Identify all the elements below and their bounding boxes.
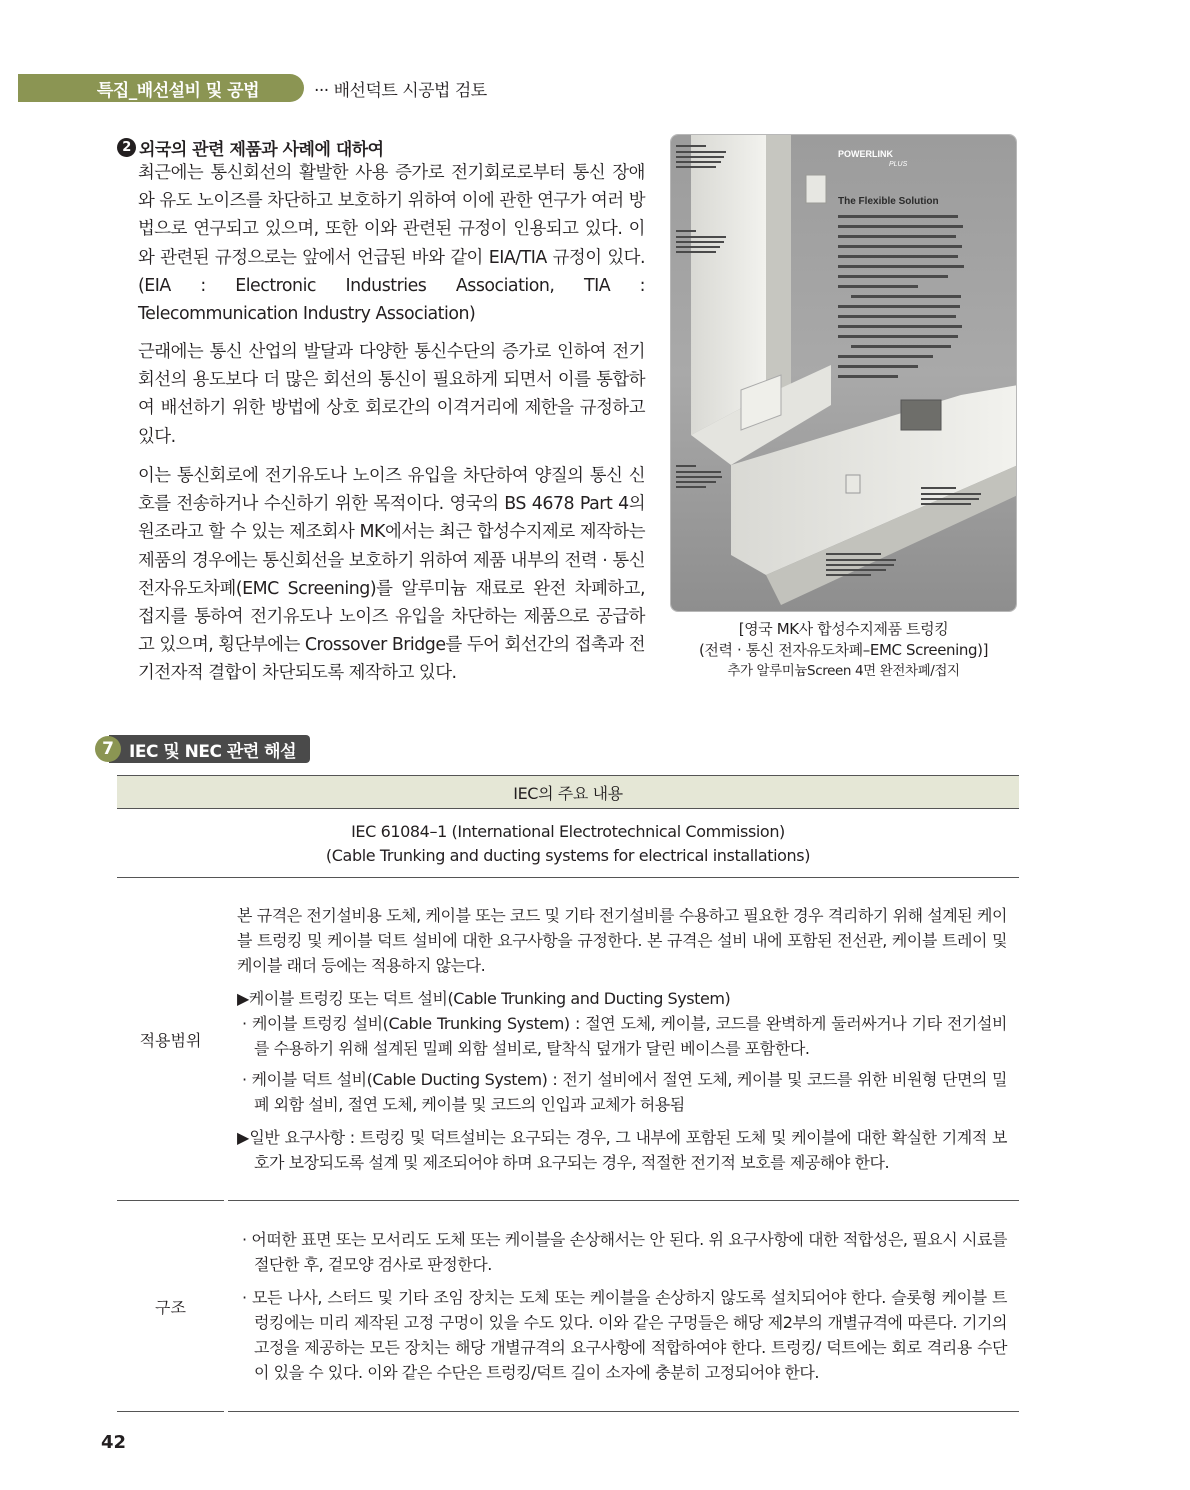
header-subtitle: ··· 배선덕트 시공법 검토: [314, 80, 487, 101]
paragraph-3: 이는 통신회로에 전기유도나 노이즈 유입을 차단하여 양질의 통신 신호를 전송하거나 수신하기 위한 목적이다. 영국의 BS 4678 Part 4의 원조라고 할 수 있는 제조회사 MK에서는 최근 합성수지제로 제작하는 제품의 경우에는 통신회선을 보호하기 위하여 제품 내부의 전력 · 통신 전자유도차폐(EMC Screening)를 알루미늄 재료로 완전 차폐하고, 접지를 통하여 전기유도나 노이즈 유입을 차단하는 제품으로 공급하고 있으며, 횡단부에는 Crossover Bridge를 두어 회선간의 접촉과 전기전자적 결합이 차단되도록 제작하고 있다.: [138, 466, 645, 684]
standard-line-2: (Cable Trunking and ducting systems for electrical installations): [325, 845, 811, 865]
section2-number: 2: [117, 138, 136, 157]
caption-line-1: [영국 MK사 합성수지제품 트렁킹: [738, 620, 949, 638]
section2-title: [117, 135, 384, 160]
scope-heading-1: ▶케이블 트렁킹 또는 덕트 설비(Cable Trunking and Ducting System): [237, 989, 731, 1008]
paragraph-1: 최근에는 통신회선의 활발한 사용 증가로 전기회로로부터 통신 장애와 유도 노이즈를 차단하고 보호하기 위하여 이에 관한 연구가 여러 방법으로 연구되고 있으며, 또한 이와 관련된 규정이 인용되고 있다. 이와 관련된 규정으로는 앞에서 언급된 바와 같이 EIA/TIA 규정이 있다. (EIA : Electronic Industries Association, TIA : Telecommunication Industry Association): [138, 163, 645, 325]
brand-logo: POWERLINK: [838, 149, 893, 159]
row-label-structure: 구조: [155, 1298, 186, 1317]
brand-logo-sub: PLUS: [889, 161, 908, 168]
running-header: [18, 74, 487, 102]
standard-line-1: IEC 61084–1 (International Electrotechnical Commission): [351, 821, 785, 841]
scope-bullet-1: · 케이블 트렁킹 설비(Cable Trunking System) : 절연 도체, 케이블, 코드를 완벽하게 둘러싸거나 기타 전기설비를 수용하기 위해 설계된 밀폐 외함 설비로, 탈착식 덮개가 달린 베이스를 포함한다.: [242, 1014, 1007, 1058]
structure-bullet-2: · 모든 나사, 스터드 및 기타 조임 장치는 도체 또는 케이블을 손상하지 않도록 설치되어야 한다. 슬롯형 케이블 트렁킹에는 미리 제작된 고정 구멍이 있을 수도 있다. 이와 같은 구멍들은 해당 제2부의 개별규격에 따른다. 기기의 고정을 제공하는 모든 장치는 해당 개별규격의 요구사항에 적합하여야 한다. 트렁킹/ 덕트에는 회로 격리용 수단이 있을 수 있다. 이와 같은 수단은 트렁킹/덕트 길이 소자에 충분히 고정되어야 한다.: [242, 1288, 1007, 1382]
row-content-structure: [237, 1227, 1007, 1385]
section7-title: IEC 및 NEC 관련 해설: [109, 735, 310, 763]
product-photo: [670, 134, 1017, 612]
table-row-scope: [117, 879, 1019, 1201]
section7-heading: [95, 735, 310, 763]
section7-number: 7: [95, 736, 121, 762]
section2-title-text: 외국의 관련 제품과 사례에 대하여: [139, 140, 384, 160]
row-label-scope: 적용범위: [139, 1031, 202, 1050]
scope-intro: 본 규격은 전기설비용 도체, 케이블 또는 코드 및 기타 전기설비를 수용하고 필요한 경우 격리하기 위해 설계된 케이블 트렁킹 및 케이블 덕트 설비에 대한 요구사항을 규정한다. 본 규격은 설비 내에 포함된 전선관, 케이블 트레이 및 케이블 래더 등에는 적용하지 않는다.: [237, 906, 1007, 975]
scope-heading-2: ▶일반 요구사항 : 트렁킹 및 덕트설비는 요구되는 경우, 그 내부에 포함된 도체 및 케이블에 대한 확실한 기계적 보호가 보장되도록 설계 및 제조되어야 하며 요구되는 경우, 적절한 전기적 보호를 제공해야 한다.: [237, 1128, 1007, 1172]
table-row-structure: [117, 1202, 1019, 1412]
header-tab: 특집_배선설비 및 공법: [18, 74, 304, 102]
paragraph-2: 근래에는 통신 산업의 발달과 다양한 통신수단의 증가로 인하여 전기 회선의 용도보다 더 많은 회선의 통신이 필요하게 되면서 이를 통합하여 배선하기 위한 방법에 상호 회로간의 이격거리에 제한을 규정하고 있다.: [138, 342, 645, 447]
table-standard-row: [117, 810, 1019, 878]
structure-bullet-1: · 어떠한 표면 또는 모서리도 도체 또는 케이블을 손상해서는 안 된다. 위 요구사항에 대한 적합성은, 필요시 시료를 절단한 후, 겉모양 검사로 판정한다.: [242, 1230, 1007, 1274]
scope-bullet-2: · 케이블 덕트 설비(Cable Ducting System) : 전기 설비에서 절연 도체, 케이블 및 코드를 위한 비원형 단면의 밀폐 외함 설비, 절연 도체, 케이블 및 코드의 인입과 교체가 허용됨: [242, 1070, 1007, 1114]
caption-line-2: (전력 · 통신 전자유도차폐–EMC Screening)]: [698, 641, 989, 659]
page-number: 42: [101, 1432, 127, 1453]
figure-caption: [670, 619, 1017, 682]
figure-headline: The Flexible Solution: [838, 196, 939, 207]
caption-line-3: 추가 알루미늄Screen 4면 완전차폐/접지: [727, 663, 960, 679]
table-header: IEC의 주요 내용: [117, 775, 1019, 809]
row-content-scope: [237, 903, 1007, 1175]
